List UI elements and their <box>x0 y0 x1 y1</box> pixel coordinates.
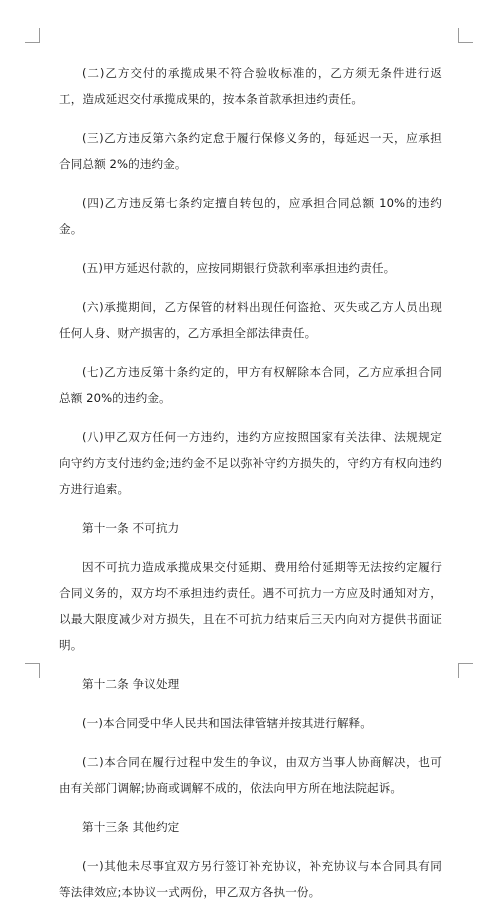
clause-8-paragraph: (八)甲乙双方任何一方违约，违约方应按照国家有关法律、法规规定向守约方支付违约金;违约金不足以弥补守约方损失的，守约方有权向违约方进行追索。 <box>59 430 442 496</box>
crop-mark-top-left <box>25 28 40 43</box>
crop-mark-bottom-left <box>25 663 40 678</box>
article-11-paragraph: 因不可抗力造成承揽成果交付延期、费用给付延期等无法按约定履行合同义务的，双方均不承担违约责任。遇不可抗力一方应及时通知对方，以最大限度减少对方损失，且在不可抗力结束后三天内向对方提供书面证明。 <box>59 560 442 652</box>
clause-3-paragraph: (三)乙方违反第六条约定怠于履行保修义务的，每延迟一天，应承担合同总额 2%的违约金。 <box>59 131 442 171</box>
article-13-clause-1-paragraph: (一)其他未尽事宜双方另行签订补充协议，补充协议与本合同具有同等法律效应;本协议一式两份，甲乙双方各执一份。 <box>59 859 442 899</box>
clause-5-paragraph: (五)甲方延迟付款的，应按同期银行贷款利率承担违约责任。 <box>82 261 396 275</box>
article-12-clause-1-paragraph: (一)本合同受中华人民共和国法律管辖并按其进行解释。 <box>82 716 372 730</box>
crop-mark-top-right <box>458 28 473 43</box>
clause-7-paragraph: (七)乙方违反第十条约定的，甲方有权解除本合同，乙方应承担合同总额 20%的违约金。 <box>59 365 442 405</box>
article-12-clause-2-paragraph: (二)本合同在履行过程中发生的争议，由双方当事人协商解决，也可由有关部门调解;协商或调解不成的，依法向甲方所在地法院起诉。 <box>59 755 442 795</box>
clause-6-paragraph: (六)承揽期间，乙方保管的材料出现任何盗抢、灭失或乙方人员出现任何人身、财产损害的，乙方承担全部法律责任。 <box>59 300 442 340</box>
article-12-heading: 第十二条 争议处理 <box>82 677 180 691</box>
crop-mark-bottom-right <box>458 663 473 678</box>
clause-4-paragraph: (四)乙方违反第七条约定擅自转包的，应承担合同总额 10%的违约金。 <box>59 196 442 236</box>
article-11-heading: 第十一条 不可抗力 <box>82 521 180 535</box>
clause-2-paragraph: (二)乙方交付的承揽成果不符合验收标准的，乙方须无条件进行返工，造成延迟交付承揽成果的，按本条首款承担违约责任。 <box>59 66 442 106</box>
article-13-heading: 第十三条 其他约定 <box>82 820 180 834</box>
document-body <box>59 60 442 918</box>
